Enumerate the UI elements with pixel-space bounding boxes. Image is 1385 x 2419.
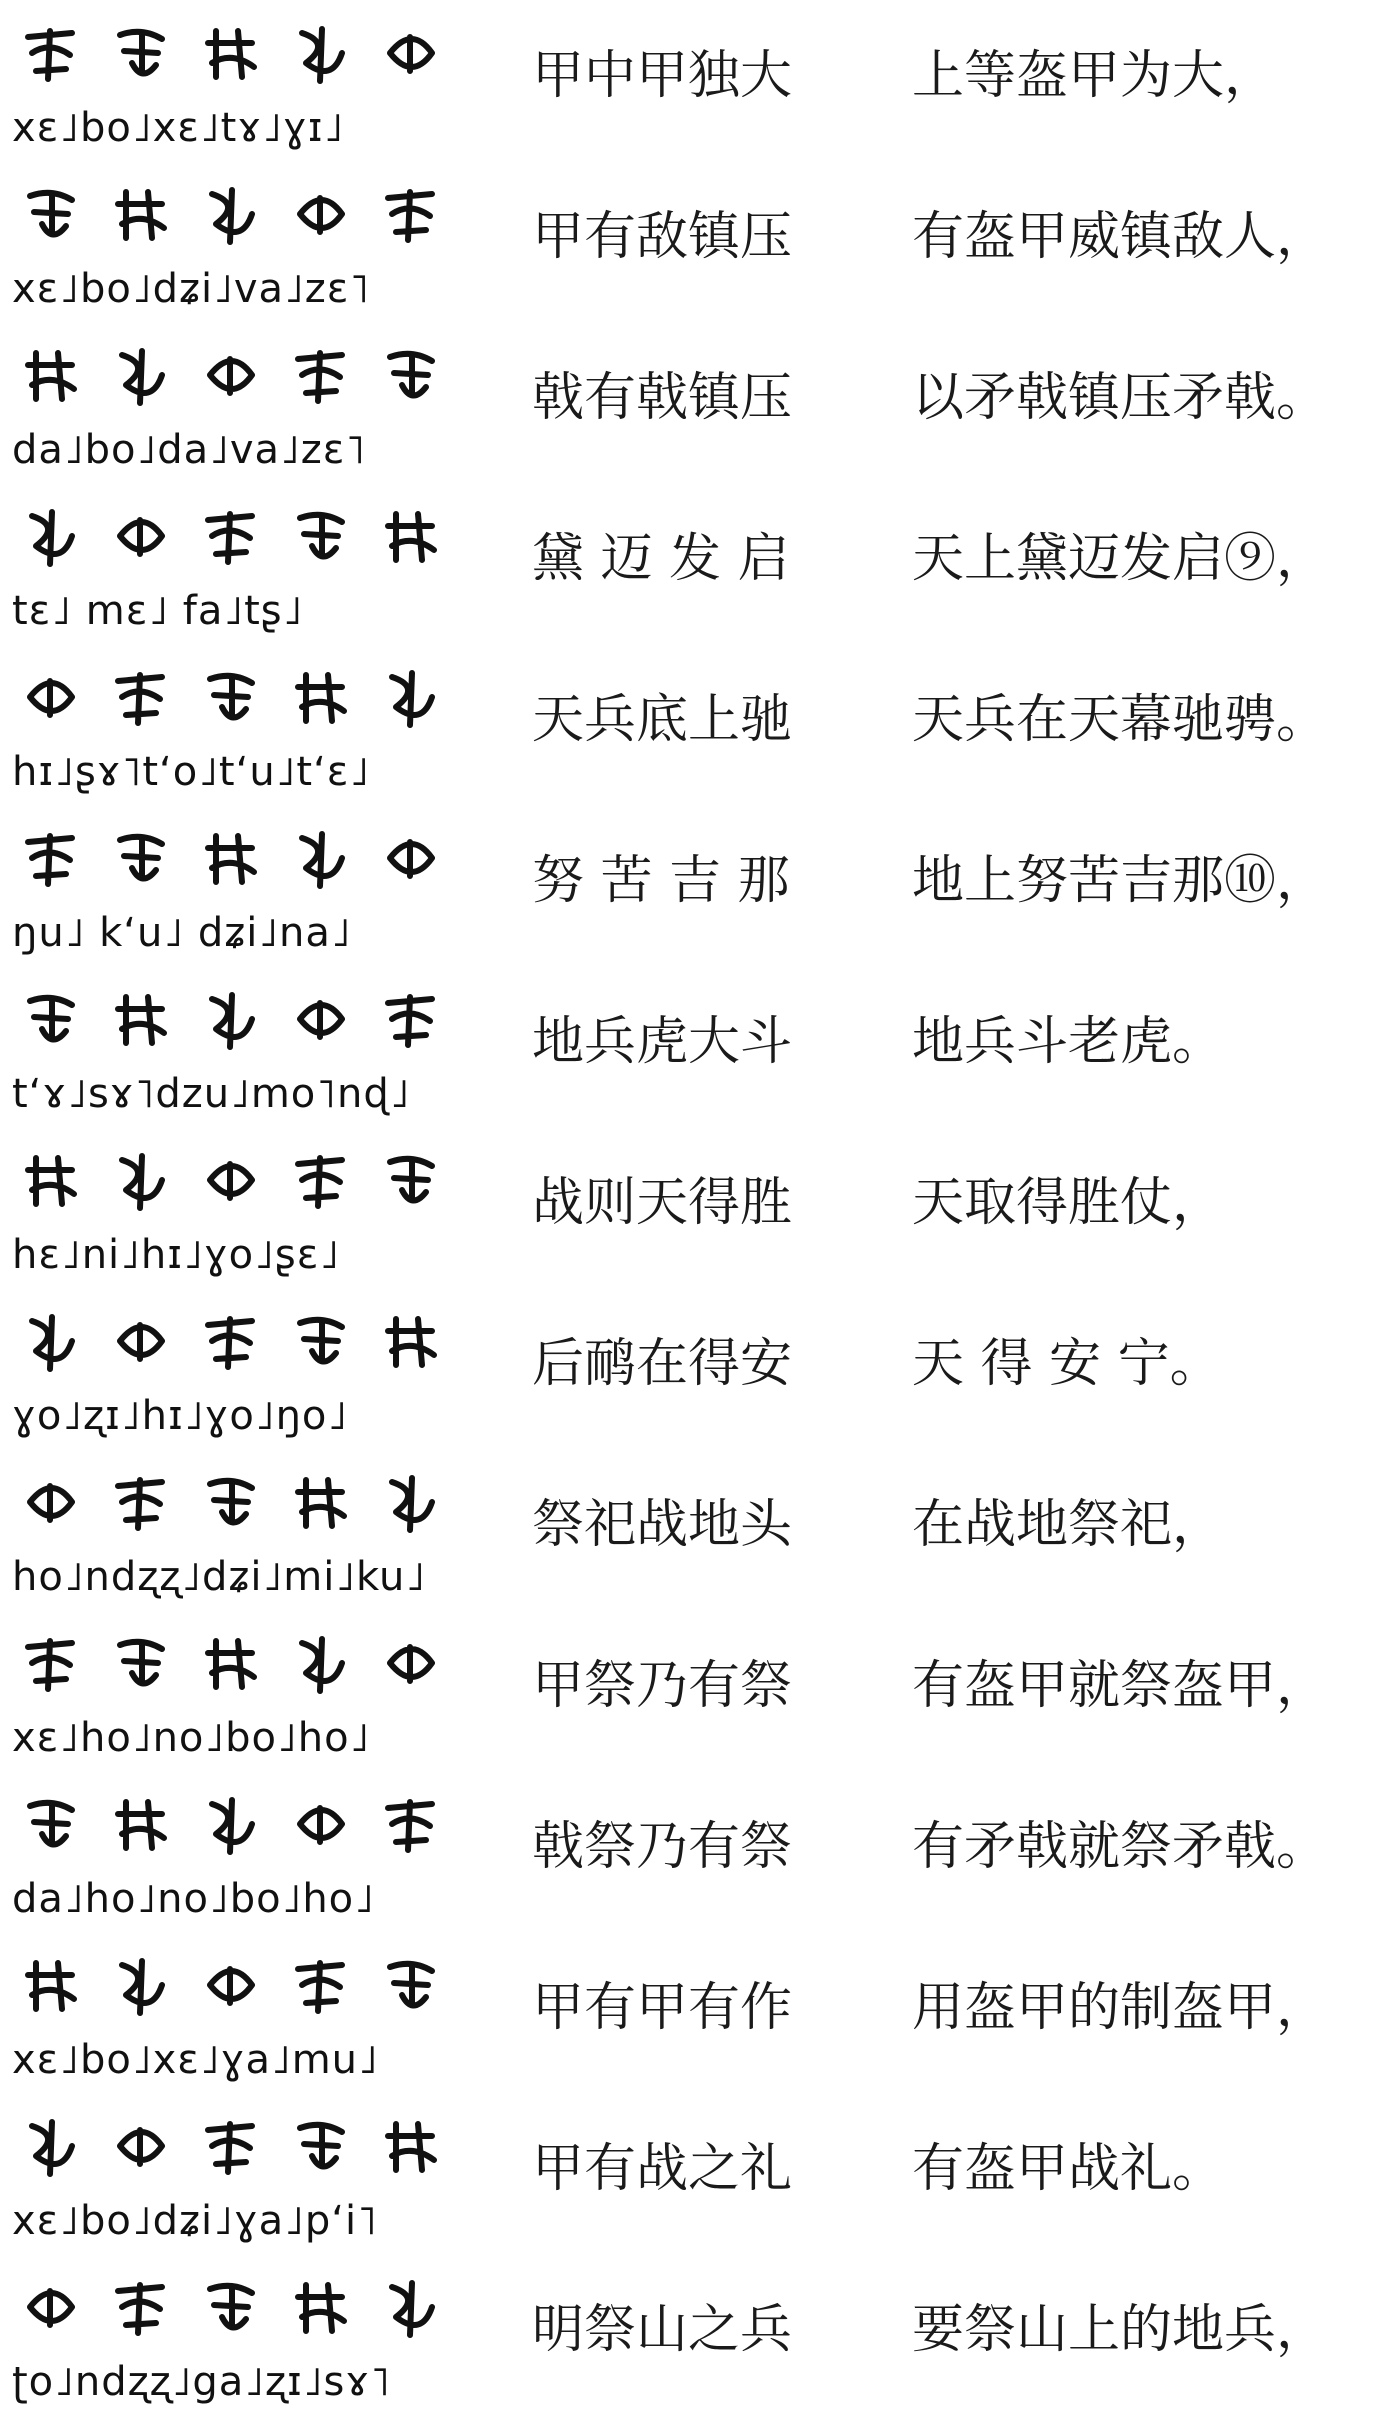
translation: 用盔甲的制盔甲， <box>912 1978 1329 2038</box>
translation: 天上黛迈发启⑨， <box>912 529 1329 589</box>
text-row <box>0 1453 1385 1614</box>
yi-glyph-group <box>8 8 448 100</box>
text-row <box>0 1936 1385 2097</box>
yi-glyph <box>22 1311 78 1373</box>
yi-glyph-group <box>8 974 448 1066</box>
yi-glyph <box>292 828 348 890</box>
text-row <box>0 970 1385 1131</box>
ipa-transcription: da˩ho˩no˩bo˩ho˩ <box>12 1876 375 1922</box>
word-gloss: 戟有戟镇压 <box>532 368 793 428</box>
text-row <box>0 1775 1385 1936</box>
yi-glyph <box>22 1472 78 1534</box>
text-row <box>0 326 1385 487</box>
yi-glyph <box>382 1955 438 2017</box>
ipa-transcription: tʻɤ˩sɤ˥dzu˩mo˥nɖ˩ <box>12 1071 411 1117</box>
ipa-transcription: hɪ˩ʂɤ˥tʻo˩tʻu˩tʻɛ˩ <box>12 749 371 795</box>
yi-glyph <box>292 23 348 85</box>
yi-script-line <box>8 1779 448 1929</box>
word-gloss: 天兵底上驰 <box>532 690 793 750</box>
yi-glyph <box>202 1633 258 1695</box>
yi-glyph <box>112 1311 168 1373</box>
ipa-transcription: ʈo˩ndʐʐ˩ga˩ʐɪ˩sɤ˥ <box>12 2359 391 2405</box>
word-gloss: 后鸸在得安 <box>532 1334 793 1394</box>
yi-script-line <box>8 330 448 480</box>
yi-glyph <box>382 506 438 568</box>
translation: 有矛戟就祭矛戟。 <box>912 1817 1329 1877</box>
translation: 以矛戟镇压矛戟。 <box>912 368 1329 428</box>
yi-glyph <box>292 989 348 1051</box>
yi-glyph-group <box>8 813 448 905</box>
yi-glyph <box>22 1794 78 1856</box>
translation: 要祭山上的地兵， <box>912 2300 1329 2360</box>
ipa-transcription: xɛ˩bo˩xɛ˩ɣa˩mu˩ <box>12 2037 379 2083</box>
ipa-transcription: hɛ˩ni˩hɪ˩ɣo˩ʂɛ˩ <box>12 1232 341 1278</box>
ipa-transcription: xɛ˩bo˩dʑi˩ɣa˩pʻi˥ <box>12 2198 378 2244</box>
translation: 天取得胜仗， <box>912 1173 1225 1233</box>
yi-glyph-group <box>8 1940 448 2032</box>
yi-glyph-group <box>8 2101 448 2193</box>
yi-glyph-group <box>8 1457 448 1549</box>
text-row <box>0 4 1385 165</box>
translation: 天兵在天幕驰骋。 <box>912 690 1329 750</box>
text-row <box>0 165 1385 326</box>
yi-glyph <box>382 1794 438 1856</box>
yi-glyph <box>382 184 438 246</box>
yi-glyph <box>22 506 78 568</box>
yi-glyph <box>22 345 78 407</box>
word-gloss: 甲有战之礼 <box>532 2139 793 2199</box>
word-gloss: 甲有敌镇压 <box>532 207 793 267</box>
yi-glyph <box>202 1794 258 1856</box>
ipa-transcription: tɛ˩ mɛ˩ fa˩tʂ˩ <box>12 588 304 634</box>
yi-glyph-group <box>8 1296 448 1388</box>
yi-glyph <box>202 989 258 1051</box>
yi-glyph <box>382 1311 438 1373</box>
yi-script-line <box>8 2262 448 2412</box>
yi-glyph <box>202 1955 258 2017</box>
yi-glyph <box>22 1633 78 1695</box>
word-gloss: 努 苦 吉 那 <box>532 851 790 911</box>
yi-glyph <box>112 2277 168 2339</box>
text-row <box>0 1292 1385 1453</box>
translation: 天 得 安 宁。 <box>912 1334 1222 1394</box>
yi-glyph <box>292 345 348 407</box>
yi-script-line <box>8 652 448 802</box>
yi-glyph <box>292 1150 348 1212</box>
yi-glyph <box>382 1472 438 1534</box>
yi-glyph <box>202 667 258 729</box>
yi-script-line <box>8 2101 448 2251</box>
yi-glyph <box>202 1311 258 1373</box>
ipa-transcription: ɣo˩ʐɪ˩hɪ˩ɣo˩ŋo˩ <box>12 1393 349 1439</box>
yi-glyph <box>112 989 168 1051</box>
yi-glyph <box>22 1150 78 1212</box>
yi-script-line <box>8 8 448 158</box>
translation: 有盔甲战礼。 <box>912 2139 1225 2199</box>
yi-glyph <box>382 828 438 890</box>
yi-glyph <box>22 2116 78 2178</box>
yi-glyph <box>382 989 438 1051</box>
yi-glyph-group <box>8 491 448 583</box>
word-gloss: 甲祭乃有祭 <box>532 1656 793 1716</box>
yi-glyph-group <box>8 1779 448 1871</box>
yi-glyph <box>292 1472 348 1534</box>
word-gloss: 戟祭乃有祭 <box>532 1817 793 1877</box>
yi-glyph <box>292 1955 348 2017</box>
yi-glyph-group <box>8 2262 448 2354</box>
yi-glyph <box>22 1955 78 2017</box>
ipa-transcription: ho˩ndʐʐ˩dʑi˩mi˩ku˩ <box>12 1554 427 1600</box>
yi-glyph <box>112 506 168 568</box>
yi-glyph <box>202 345 258 407</box>
translation: 有盔甲威镇敌人， <box>912 207 1329 267</box>
yi-glyph <box>382 2116 438 2178</box>
yi-glyph <box>382 345 438 407</box>
yi-script-line <box>8 974 448 1124</box>
ipa-transcription: xɛ˩bo˩xɛ˩tɤ˩ɣɪ˩ <box>12 105 345 151</box>
yi-script-line <box>8 169 448 319</box>
yi-glyph <box>22 828 78 890</box>
yi-glyph <box>112 1794 168 1856</box>
text-row <box>0 2258 1385 2419</box>
yi-glyph <box>112 345 168 407</box>
yi-glyph <box>292 184 348 246</box>
ipa-transcription: xɛ˩bo˩dʑi˩va˩zɛ˥ <box>12 266 371 312</box>
yi-glyph <box>202 2277 258 2339</box>
yi-glyph <box>112 1633 168 1695</box>
word-gloss: 黛 迈 发 启 <box>532 529 790 589</box>
ipa-transcription: ŋu˩ kʻu˩ dʑi˩na˩ <box>12 910 352 956</box>
yi-glyph <box>382 1150 438 1212</box>
yi-glyph <box>292 2116 348 2178</box>
yi-glyph <box>22 23 78 85</box>
translation: 有盔甲就祭盔甲， <box>912 1656 1329 1716</box>
text-row <box>0 487 1385 648</box>
yi-glyph <box>112 667 168 729</box>
yi-glyph <box>292 2277 348 2339</box>
yi-glyph <box>382 2277 438 2339</box>
yi-script-line <box>8 1296 448 1446</box>
yi-glyph-group <box>8 330 448 422</box>
yi-glyph <box>202 506 258 568</box>
word-gloss: 甲中甲独大 <box>532 46 793 106</box>
ipa-transcription: xɛ˩ho˩no˩bo˩ho˩ <box>12 1715 371 1761</box>
translation: 地上努苦吉那⑩， <box>912 851 1329 911</box>
yi-glyph <box>22 667 78 729</box>
yi-glyph <box>382 667 438 729</box>
text-row <box>0 1614 1385 1775</box>
yi-script-line <box>8 1940 448 2090</box>
yi-glyph-group <box>8 1135 448 1227</box>
yi-script-line <box>8 1618 448 1768</box>
text-row <box>0 2097 1385 2258</box>
yi-glyph <box>112 1150 168 1212</box>
text-row <box>0 648 1385 809</box>
yi-glyph <box>292 1794 348 1856</box>
yi-glyph <box>202 828 258 890</box>
yi-glyph-group <box>8 652 448 744</box>
yi-glyph <box>202 2116 258 2178</box>
translation: 上等盔甲为大， <box>912 46 1277 106</box>
text-row <box>0 1131 1385 1292</box>
word-gloss: 甲有甲有作 <box>532 1978 793 2038</box>
yi-glyph-group <box>8 1618 448 1710</box>
text-row <box>0 809 1385 970</box>
yi-glyph <box>292 667 348 729</box>
yi-glyph <box>292 1311 348 1373</box>
yi-glyph <box>112 1955 168 2017</box>
yi-glyph <box>202 23 258 85</box>
yi-glyph <box>202 184 258 246</box>
translation: 在战地祭祀， <box>912 1495 1225 1555</box>
yi-glyph <box>382 1633 438 1695</box>
yi-glyph <box>22 2277 78 2339</box>
word-gloss: 明祭山之兵 <box>532 2300 793 2360</box>
yi-glyph <box>112 1472 168 1534</box>
word-gloss: 战则天得胜 <box>532 1173 793 1233</box>
word-gloss: 祭祀战地头 <box>532 1495 793 1555</box>
translation: 地兵斗老虎。 <box>912 1012 1225 1072</box>
yi-glyph <box>112 828 168 890</box>
yi-glyph <box>112 23 168 85</box>
word-gloss: 地兵虎大斗 <box>532 1012 793 1072</box>
yi-glyph <box>202 1150 258 1212</box>
yi-glyph <box>22 184 78 246</box>
yi-glyph-group <box>8 169 448 261</box>
ipa-transcription: da˩bo˩da˩va˩zɛ˥ <box>12 427 367 473</box>
yi-glyph <box>112 2116 168 2178</box>
yi-glyph <box>22 989 78 1051</box>
yi-script-line <box>8 1135 448 1285</box>
yi-glyph <box>292 1633 348 1695</box>
yi-glyph <box>292 506 348 568</box>
yi-glyph <box>112 184 168 246</box>
yi-script-line <box>8 491 448 641</box>
yi-script-line <box>8 813 448 963</box>
yi-script-line <box>8 1457 448 1607</box>
yi-glyph <box>202 1472 258 1534</box>
yi-glyph <box>382 23 438 85</box>
